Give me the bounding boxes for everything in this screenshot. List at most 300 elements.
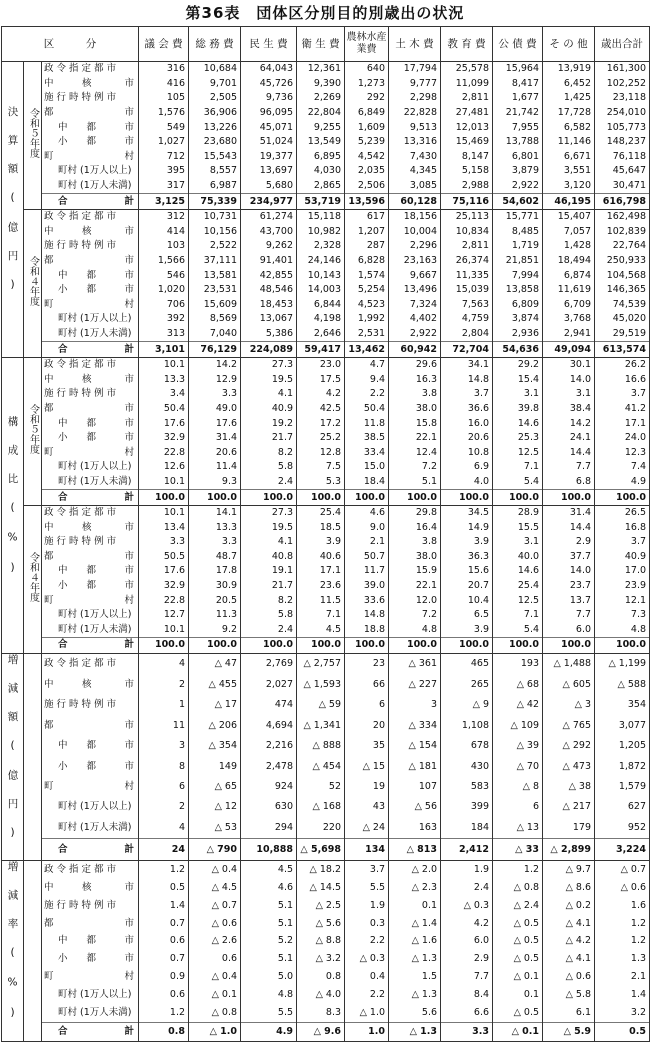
row-label-suffix: 市 <box>124 953 135 965</box>
table-cell: 12,361 <box>297 62 345 77</box>
table-cell: 2,027 <box>241 674 297 694</box>
table-cell: 107 <box>389 777 441 797</box>
table-cell: 102,839 <box>595 225 650 240</box>
row-label-text: 中 核 <box>44 882 92 894</box>
table-cell: 1.2 <box>139 861 189 879</box>
table-cell: 4,694 <box>241 715 297 735</box>
row-label-suffix: 村 <box>124 594 135 606</box>
table-cell: 39.8 <box>493 402 543 417</box>
table-cell: 549 <box>139 120 189 135</box>
table-cell: 4,030 <box>297 164 345 179</box>
table-cell: △ 605 <box>543 674 595 694</box>
table-row <box>2 475 650 490</box>
table-cell: 26,374 <box>441 254 493 269</box>
table-cell: 3.7 <box>345 861 389 879</box>
table-cell: △ 1,488 <box>543 653 595 674</box>
table-row <box>2 818 650 839</box>
year-label-text: 令和５年度 <box>27 403 39 454</box>
table-cell: 1,108 <box>441 715 493 735</box>
table-cell: 91,401 <box>241 254 297 269</box>
table-cell: 4.9 <box>595 475 650 490</box>
table-cell: 1,579 <box>595 777 650 797</box>
row-label-text: 中 核 <box>44 373 92 385</box>
year-label <box>24 861 42 1042</box>
table-cell: 54,636 <box>493 342 543 358</box>
table-cell: △ 4.1 <box>543 950 595 968</box>
row-label-suffix <box>134 535 138 549</box>
table-cell: △ 813 <box>389 839 441 861</box>
row-label-text: 町村 (1万人未満) <box>58 327 132 339</box>
table-cell: 33.4 <box>345 445 389 460</box>
table-row <box>2 1022 650 1041</box>
table-cell: 1,576 <box>139 106 189 121</box>
table-cell: 10,156 <box>189 225 241 240</box>
table-cell: 36.3 <box>441 550 493 565</box>
row-label-suffix: 村 <box>124 298 135 310</box>
table-cell: 8.4 <box>441 986 493 1004</box>
row-label <box>42 777 139 797</box>
row-label-suffix <box>134 327 138 341</box>
row-label-text: 町村 (1万人以上) <box>58 609 132 621</box>
table-row <box>2 416 650 431</box>
table-cell: 678 <box>441 736 493 756</box>
table-cell: 4.1 <box>241 387 297 402</box>
table-cell: 2,941 <box>543 327 595 342</box>
row-label <box>42 445 139 460</box>
table-cell: 10,888 <box>241 839 297 861</box>
table-cell: 6,809 <box>493 298 543 313</box>
table-cell: 75,339 <box>189 194 241 210</box>
header-col: 総 務 費 <box>189 27 241 62</box>
page-title: 第36表 団体区分別目的別歳出の状況 <box>185 4 465 22</box>
row-label-suffix <box>134 1006 138 1020</box>
table-cell: 37.7 <box>543 550 595 565</box>
table-cell: 100.0 <box>189 490 241 506</box>
row-label-text: 町村 (1万人未満) <box>58 180 132 192</box>
header-row <box>2 27 650 62</box>
table-cell: 0.7 <box>139 915 189 933</box>
row-label-text: 施 行 時 特 例 市 <box>44 536 117 548</box>
table-cell: 8,147 <box>441 150 493 165</box>
table-cell: 10.1 <box>139 505 189 520</box>
table-cell: 14.8 <box>345 608 389 623</box>
table-cell: 34.5 <box>441 505 493 520</box>
table-cell: 20.6 <box>189 445 241 460</box>
table-cell: 100.0 <box>441 490 493 506</box>
table-cell: 50.7 <box>345 550 389 565</box>
table-cell: 2,328 <box>297 239 345 254</box>
table-cell: 399 <box>441 797 493 817</box>
row-label-text: 小 都 <box>58 284 97 296</box>
table-cell: 7.2 <box>389 608 441 623</box>
table-cell: 5,386 <box>241 327 297 342</box>
table-cell: 4.8 <box>389 623 441 638</box>
table-cell: 100.0 <box>543 638 595 654</box>
table-cell: △ 1.6 <box>389 933 441 951</box>
row-label-suffix <box>134 863 138 877</box>
table-cell: 100.0 <box>595 638 650 654</box>
table-cell: 354 <box>595 695 650 715</box>
row-label <box>42 579 139 594</box>
table-cell: 22,828 <box>389 106 441 121</box>
table-cell: 1,207 <box>345 225 389 240</box>
table-cell: 29.2 <box>493 357 543 372</box>
row-label-suffix: 市 <box>124 373 135 385</box>
table-cell: 12.6 <box>139 460 189 475</box>
table-cell: 1,428 <box>543 239 595 254</box>
table-cell: 613,574 <box>595 342 650 358</box>
table-cell: △ 47 <box>189 653 241 674</box>
row-label-suffix: 市 <box>124 740 135 752</box>
row-label-suffix: 市 <box>124 565 135 577</box>
table-cell: 0.3 <box>345 915 389 933</box>
table-cell: 18,494 <box>543 254 595 269</box>
table-row <box>2 106 650 121</box>
table-cell: 1.9 <box>441 861 493 879</box>
table-cell: 2.1 <box>345 535 389 550</box>
table-cell: 220 <box>297 818 345 839</box>
table-cell: 416 <box>139 77 189 92</box>
table-cell: 15,469 <box>441 135 493 150</box>
table-cell: 9,701 <box>189 77 241 92</box>
table-cell: 0.8 <box>297 968 345 986</box>
table-cell: 254,010 <box>595 106 650 121</box>
table-cell: 7.4 <box>595 460 650 475</box>
row-label-text: 政 令 指 定 都 市 <box>44 63 117 75</box>
table-cell: 0.4 <box>345 968 389 986</box>
table-row <box>2 254 650 269</box>
table-cell: 100.0 <box>493 638 543 654</box>
table-cell: 3,125 <box>139 194 189 210</box>
row-label <box>42 490 139 506</box>
table-cell: 17.0 <box>595 564 650 579</box>
table-row <box>2 579 650 594</box>
table-cell: 14.1 <box>189 505 241 520</box>
table-cell: 2.1 <box>595 968 650 986</box>
row-label <box>42 736 139 756</box>
table-cell: 2,216 <box>241 736 297 756</box>
table-cell: 22.8 <box>139 593 189 608</box>
table-cell: 20.7 <box>441 579 493 594</box>
table-cell: 40.8 <box>241 550 297 565</box>
table-cell: 1,719 <box>493 239 543 254</box>
year-label <box>24 62 42 210</box>
table-cell: △ 53 <box>189 818 241 839</box>
table-row <box>2 653 650 674</box>
table-cell: 4 <box>139 653 189 674</box>
table-cell: 250,933 <box>595 254 650 269</box>
table-cell: △ 5,698 <box>297 839 345 861</box>
table-cell: 2,531 <box>345 327 389 342</box>
table-cell: 3,077 <box>595 715 650 735</box>
row-label-text: 合 <box>58 195 68 207</box>
table-cell: 10.1 <box>139 475 189 490</box>
table-cell: 14.4 <box>543 445 595 460</box>
table-cell: △ 765 <box>543 715 595 735</box>
table-row <box>2 915 650 933</box>
table-row <box>2 91 650 106</box>
table-cell: 1.4 <box>595 986 650 1004</box>
table-cell: 100.0 <box>441 638 493 654</box>
table-cell: 8 <box>139 756 189 776</box>
row-label <box>42 564 139 579</box>
table-row <box>2 209 650 224</box>
table-cell: 7,430 <box>389 150 441 165</box>
table-cell: 40.9 <box>595 550 650 565</box>
row-label-text: 小 都 <box>58 953 97 965</box>
table-row <box>2 777 650 797</box>
row-label-text: 小 都 <box>58 760 97 772</box>
table-cell: 64,043 <box>241 62 297 77</box>
row-label <box>42 756 139 776</box>
row-label-text: 政 令 指 定 都 市 <box>44 507 117 519</box>
table-cell: 5.0 <box>241 968 297 986</box>
table-cell: 6,874 <box>543 268 595 283</box>
table-row <box>2 225 650 240</box>
table-cell: △ 1,341 <box>297 715 345 735</box>
row-label-suffix <box>134 62 138 76</box>
table-cell: △ 0.6 <box>595 879 650 897</box>
row-label <box>42 298 139 313</box>
table-cell: 9,513 <box>389 120 441 135</box>
header-col: 歳出合計 <box>595 27 650 62</box>
table-cell: 12.7 <box>139 608 189 623</box>
row-label-suffix: 村 <box>124 780 135 792</box>
row-label <box>42 209 139 224</box>
table-cell: 148,237 <box>595 135 650 150</box>
table-cell: 15,118 <box>297 209 345 224</box>
row-label-text: 中 都 <box>58 121 97 133</box>
table-cell: 7.5 <box>297 460 345 475</box>
table-cell: 35 <box>345 736 389 756</box>
table-cell: △ 17 <box>189 695 241 715</box>
table-cell: 7.3 <box>595 608 650 623</box>
table-cell: 96,095 <box>241 106 297 121</box>
table-cell: 10.1 <box>139 623 189 638</box>
row-label <box>42 387 139 402</box>
table-cell: 9,255 <box>297 120 345 135</box>
row-label-text: 中 核 <box>44 77 92 89</box>
table-cell: 2,506 <box>345 179 389 194</box>
table-row <box>2 638 650 654</box>
table-row <box>2 736 650 756</box>
table-cell: 43,700 <box>241 225 297 240</box>
table-cell: 45,020 <box>595 312 650 327</box>
table-cell: 1.6 <box>595 897 650 915</box>
table-cell: 17.1 <box>297 564 345 579</box>
table-cell: 17,728 <box>543 106 595 121</box>
table-cell: 45,071 <box>241 120 297 135</box>
table-cell: 11 <box>139 715 189 735</box>
table-cell: △ 0.3 <box>345 950 389 968</box>
table-cell: 2.2 <box>345 986 389 1004</box>
table-row <box>2 593 650 608</box>
table-cell: 9.0 <box>345 520 389 535</box>
table-cell: 316 <box>139 62 189 77</box>
table-cell: △ 0.5 <box>493 950 543 968</box>
table-cell: △ 39 <box>493 736 543 756</box>
table-cell: 100.0 <box>297 490 345 506</box>
table-cell: 630 <box>241 797 297 817</box>
table-cell: 4.2 <box>441 915 493 933</box>
table-cell: 134 <box>345 839 389 861</box>
table-cell: △ 2.0 <box>389 861 441 879</box>
row-label <box>42 593 139 608</box>
table-cell: 0.9 <box>139 968 189 986</box>
table-cell: 72,704 <box>441 342 493 358</box>
table-cell: 19,377 <box>241 150 297 165</box>
row-label <box>42 897 139 915</box>
table-row <box>2 327 650 342</box>
table-cell: 30,471 <box>595 179 650 194</box>
table-cell: 2,035 <box>345 164 389 179</box>
table-cell: 6.0 <box>543 623 595 638</box>
table-cell: 4,523 <box>345 298 389 313</box>
table-cell: 6 <box>139 777 189 797</box>
row-label-suffix: 市 <box>124 882 135 894</box>
table-cell: 9.3 <box>189 475 241 490</box>
table-cell: 3,085 <box>389 179 441 194</box>
table-cell: 5.1 <box>241 915 297 933</box>
table-cell: 8,557 <box>189 164 241 179</box>
row-label <box>42 839 139 861</box>
table-cell: 11.4 <box>189 460 241 475</box>
table-cell: 13,697 <box>241 164 297 179</box>
row-label-suffix: 市 <box>124 917 135 929</box>
table-cell: 14.6 <box>493 416 543 431</box>
table-cell: △ 154 <box>389 736 441 756</box>
row-label-text: 都 <box>44 402 54 414</box>
table-cell: 23.6 <box>297 579 345 594</box>
table-cell: 15.4 <box>493 372 543 387</box>
table-row <box>2 933 650 951</box>
table-cell: 2.2 <box>345 933 389 951</box>
row-label-text: 町村 (1万人以上) <box>58 165 132 177</box>
table-cell: 627 <box>595 797 650 817</box>
table-cell: 100.0 <box>189 638 241 654</box>
table-cell: 7,955 <box>493 120 543 135</box>
header-col: 教 育 費 <box>441 27 493 62</box>
row-label-suffix: 市 <box>124 432 135 444</box>
table-cell: 16.6 <box>595 372 650 387</box>
row-label-text: 施 行 時 特 例 市 <box>44 92 117 104</box>
table-cell: △ 790 <box>189 839 241 861</box>
table-cell: 13.4 <box>139 520 189 535</box>
table-cell: △ 0.3 <box>441 897 493 915</box>
table-cell: 7.1 <box>493 608 543 623</box>
row-label <box>42 797 139 817</box>
table-row <box>2 268 650 283</box>
table-cell: 5.4 <box>493 475 543 490</box>
row-label-suffix <box>134 988 138 1002</box>
table-cell: 4.5 <box>241 861 297 879</box>
table-cell: △ 4.1 <box>543 915 595 933</box>
table-row <box>2 357 650 372</box>
table-cell: △ 18.2 <box>297 861 345 879</box>
table-cell: 2.4 <box>241 475 297 490</box>
row-label-text: 政 令 指 定 都 市 <box>44 658 117 670</box>
table-cell: 50.4 <box>139 402 189 417</box>
table-cell: 22.1 <box>389 431 441 446</box>
table-cell: 616,798 <box>595 194 650 210</box>
row-label <box>42 674 139 694</box>
table-cell: 3.7 <box>595 387 650 402</box>
table-cell: △ 5.8 <box>543 986 595 1004</box>
table-cell: △ 0.1 <box>493 1022 543 1041</box>
table-cell: 3.9 <box>441 535 493 550</box>
table-cell: 24.1 <box>543 431 595 446</box>
table-row <box>2 194 650 210</box>
header-col: 農林水産業費 <box>345 27 389 62</box>
table-cell: 2.4 <box>441 879 493 897</box>
row-label-text: 都 <box>44 917 54 929</box>
table-cell: 12.8 <box>297 445 345 460</box>
table-cell: 0.6 <box>139 933 189 951</box>
table-cell: 6 <box>493 797 543 817</box>
header-col: 議 会 費 <box>139 27 189 62</box>
table-cell: 0.8 <box>139 1022 189 1041</box>
table-cell: 100.0 <box>297 638 345 654</box>
table-cell: 15,407 <box>543 209 595 224</box>
table-cell: 3 <box>139 736 189 756</box>
table-cell: △ 5.9 <box>543 1022 595 1041</box>
table-cell: 24.0 <box>595 431 650 446</box>
table-cell: 11.8 <box>345 416 389 431</box>
table-cell: △ 0.5 <box>493 1004 543 1022</box>
table-cell: 4.2 <box>297 387 345 402</box>
table-cell: 7,324 <box>389 298 441 313</box>
table-cell: 5,680 <box>241 179 297 194</box>
header-col: 公 債 費 <box>493 27 543 62</box>
row-label <box>42 312 139 327</box>
table-cell: 3.8 <box>389 387 441 402</box>
row-label-text: 政 令 指 定 都 市 <box>44 359 117 371</box>
table-cell: 234,977 <box>241 194 297 210</box>
table-cell: 10.4 <box>441 593 493 608</box>
table-cell: 16.4 <box>389 520 441 535</box>
table-cell: 7,563 <box>441 298 493 313</box>
row-label <box>42 879 139 897</box>
table-cell: 50.4 <box>345 402 389 417</box>
table-cell: 103 <box>139 239 189 254</box>
table-cell: 3.9 <box>297 535 345 550</box>
table-cell: 10,143 <box>297 268 345 283</box>
row-label-suffix <box>134 358 138 372</box>
table-cell: 75,116 <box>441 194 493 210</box>
table-cell: 66 <box>345 674 389 694</box>
table-cell: 6,582 <box>543 120 595 135</box>
table-cell: 2,478 <box>241 756 297 776</box>
table-cell: 2,296 <box>389 239 441 254</box>
year-label <box>24 505 42 653</box>
table-row <box>2 968 650 986</box>
table-cell: 2,522 <box>189 239 241 254</box>
table-cell: 12.1 <box>595 593 650 608</box>
header-kubun: 区 分 <box>2 27 139 62</box>
table-cell: 36.6 <box>441 402 493 417</box>
table-cell: 6,987 <box>189 179 241 194</box>
table-cell: 8.3 <box>297 1004 345 1022</box>
table-cell: △ 0.4 <box>189 861 241 879</box>
row-label <box>42 120 139 135</box>
table-cell: 12.9 <box>189 372 241 387</box>
table-cell: 104,568 <box>595 268 650 283</box>
table-cell: 13,067 <box>241 312 297 327</box>
row-label <box>42 933 139 951</box>
table-row <box>2 342 650 358</box>
table-cell: 13.3 <box>139 372 189 387</box>
table-cell: 13,919 <box>543 62 595 77</box>
